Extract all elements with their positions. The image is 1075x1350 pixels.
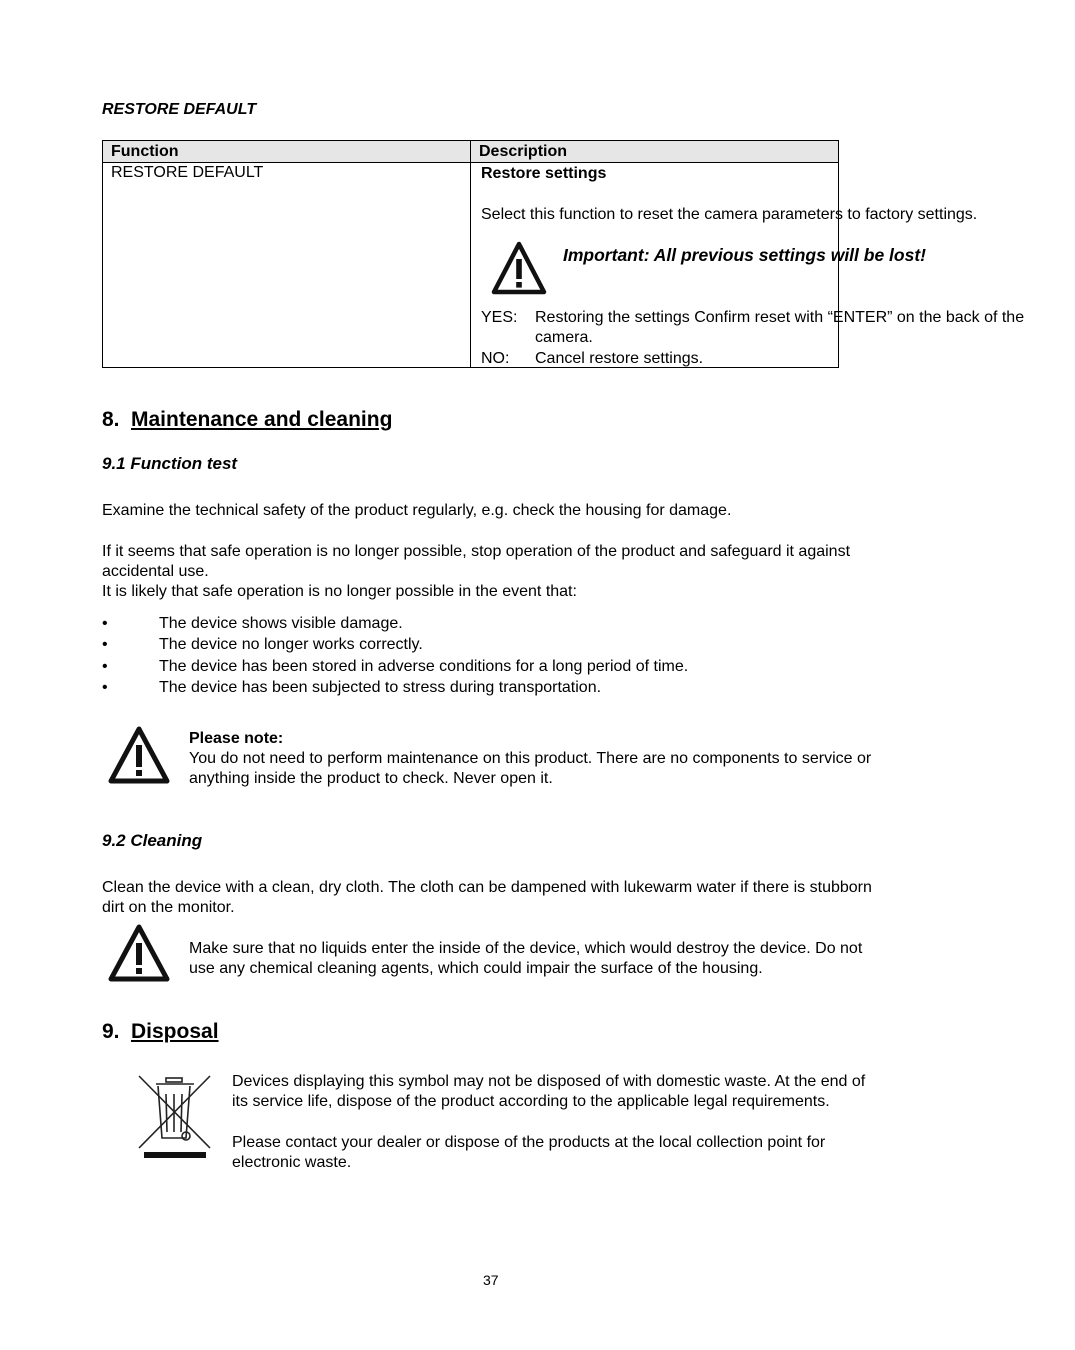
cleaning-warning-text: Make sure that no liquids enter the inside of the device, which would destroy the device. Do not use any chemical cleaning agents, which could impair the surface of the housing. xyxy=(189,940,863,977)
restore-default-heading: RESTORE DEFAULT xyxy=(102,101,257,118)
list-item: • The device shows visible damage. xyxy=(102,615,403,632)
warning-triangle-icon xyxy=(491,241,547,295)
function-label: RESTORE DEFAULT xyxy=(111,164,264,181)
disposal-paragraph-1: Devices displaying this symbol may not be disposed of with domestic waste. At the end of its service life, dispose of the product according to the applicable legal requirements. xyxy=(232,1073,866,1110)
list-item: • The device has been stored in adverse conditions for a long period of time. xyxy=(102,657,689,675)
subsection-function-test-heading: 9.1 Function test xyxy=(102,454,238,473)
function-test-paragraph-2: If it seems that safe operation is no longer possible, stop operation of the product and safeguard it against accidental use. xyxy=(102,543,851,580)
section-9-heading xyxy=(102,1020,219,1044)
description-cell xyxy=(471,163,1025,368)
section-8-title: Maintenance and cleaning xyxy=(131,408,393,431)
warning-triangle-icon xyxy=(108,924,170,982)
list-item: • The device no longer works correctly. xyxy=(102,636,423,654)
please-note-title: Please note: xyxy=(189,730,284,747)
function-test-paragraph-1: Examine the technical safety of the product regularly, e.g. check the housing for damage. xyxy=(102,502,732,519)
no-key: NO: xyxy=(481,350,510,367)
desc-text: Select this function to reset the camera parameters to factory settings. xyxy=(481,206,978,223)
page-number: 37 xyxy=(483,1272,499,1288)
section-8-heading xyxy=(102,408,392,432)
warning-triangle-icon xyxy=(108,726,170,784)
section-9-number: 9. xyxy=(102,1020,120,1043)
please-note-text: You do not need to perform maintenance on this product. There are no components to service or anything inside the product to check. Never open it. xyxy=(189,750,872,787)
subsection-cleaning-heading: 9.2 Cleaning xyxy=(102,831,203,850)
list-item: • The device has been subjected to stress during transportation. xyxy=(102,678,602,696)
function-table xyxy=(102,140,1025,368)
unsafe-conditions-list xyxy=(102,614,862,699)
yes-text: Restoring the settings Confirm reset with “ENTER” on the back of the camera. xyxy=(535,309,1025,346)
function-test-paragraph-3: It is likely that safe operation is no longer possible in the event that: xyxy=(102,583,577,600)
disposal-paragraph-2: Please contact your dealer or dispose of the products at the local collection point for electronic waste. xyxy=(232,1134,826,1171)
no-text: Cancel restore settings. xyxy=(535,350,704,367)
yes-key: YES: xyxy=(481,309,518,326)
function-cell xyxy=(103,163,471,368)
warning-text: Important: All previous settings will be lost! xyxy=(563,245,926,265)
desc-title: Restore settings xyxy=(481,165,607,182)
section-8-number: 8. xyxy=(102,408,120,431)
section-9-title: Disposal xyxy=(131,1020,219,1043)
col-header-description: Description xyxy=(471,141,839,163)
col-header-function: Function xyxy=(103,141,471,163)
cleaning-paragraph: Clean the device with a clean, dry cloth. The cloth can be dampened with lukewarm water if there is stubborn dirt on the monitor. xyxy=(102,879,872,916)
table-header-row xyxy=(103,141,839,163)
crossed-out-bin-icon xyxy=(136,1072,216,1162)
table-row xyxy=(103,163,839,368)
